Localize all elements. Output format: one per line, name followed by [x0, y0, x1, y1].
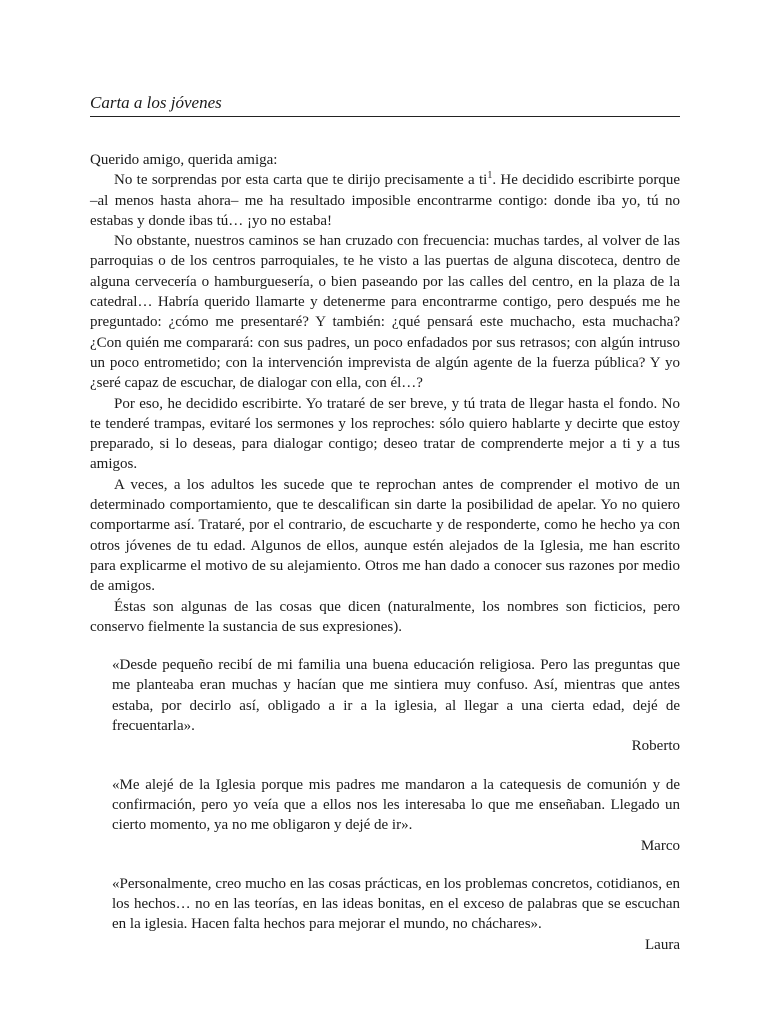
paragraph-4: A veces, a los adultos les sucede que te reprochan antes de comprender el motivo de un determinado comportamiento, que te descalifican sin darte la posibilidad de apelar. Yo no quiero comportarme así. Trataré, por el contrario, de escucharte y de responderte, como he hecho ya con otros jóvenes de tu edad. Algunos de ellos, aunque estén alejados de la Iglesia, me han escrito para explicarme el motivo de su alejamiento. Otros me han dado a conocer sus razones por medio de amigos.	[90, 476, 680, 595]
page-header	[90, 92, 680, 117]
salutation: Querido amigo, querida amiga:	[90, 152, 278, 168]
paragraph-3: Por eso, he decidido escribirte. Yo trataré de ser breve, y tú trata de llegar hasta el fondo. No te tenderé trampas, evitaré los sermones y los reproches: sólo quiero hablarte y decirte que estoy preparado, si lo deseas, para dialogar contigo; deseo tratar de comprenderte mejor a ti y a tus amigos.	[90, 395, 680, 473]
quote-block	[112, 775, 680, 856]
quote-author: Laura	[645, 936, 680, 953]
paragraph-1-text-b: . He decidido escribirte porque –al menos hasta ahora– me ha resultado imposible encontrarme contigo: donde iba yo, tú no estabas y donde ibas tú… ¡yo no estaba!	[90, 172, 680, 229]
letter-body	[90, 150, 680, 955]
paragraph-1-text-a: No te sorprendas por esta carta que te dirijo precisamente a ti	[114, 172, 488, 189]
quote-author: Marco	[640, 837, 680, 854]
quote-text: «Desde pequeño recibí de mi familia una buena educación religiosa. Pero las preguntas que me planteaba eran muchas y hacían que me sintiera muy confuso. Así, mientras que antes estaba, por decirlo así, obligado a ir a la iglesia, al llegar a una cierta edad, dejé de frecuentarla».	[112, 657, 680, 735]
quote-author: Roberto	[631, 738, 680, 755]
quote-text: «Me alejé de la Iglesia porque mis padres me mandaron a la catequesis de comunión y de confirmación, pero yo veía que a ellos nos les interesaba lo que me enseñaban. Llegado un cierto momento, ya no me obligaron y dejé de ir».	[112, 776, 680, 834]
footnote-ref[interactable]: 1	[487, 170, 493, 182]
paragraph-1	[90, 170, 680, 231]
quote-block	[112, 874, 680, 955]
paragraph-5: Éstas son algunas de las cosas que dicen (naturalmente, los nombres son ficticios, pero conservo fielmente la sustancia de sus expresiones).	[90, 598, 680, 635]
quote-text: «Personalmente, creo mucho en las cosas prácticas, en los problemas concretos, cotidianos, en los hechos… no en las teorías, en las ideas bonitas, en el exceso de palabras que se escuchan en la iglesia. Hacen falta hechos para mejorar el mundo, no cháchares».	[112, 875, 680, 933]
paragraph-2: No obstante, nuestros caminos se han cruzado con frecuencia: muchas tardes, al volver de las parroquias o de los centros parroquiales, te he visto a las puertas de alguna discoteca, dentro de alguna cervecería o hamburguesería, o bien paseando por las calles del centro, en la plaza de la catedral… Habría querido llamarte y detenerme para encontrarme contigo, pero después me he preguntado: ¿cómo me presentaré? Y también: ¿qué pensará este muchacho, esta muchacha? ¿Con quién me comparará: con sus padres, un poco enfadados por sus retrasos; con algún intruso un poco entrometido; con la intervención imprevista de algún agente de la fuerza pública? Y yo ¿seré capaz de escuchar, de dialogar con ella, con él…?	[90, 233, 680, 392]
quote-block	[112, 655, 680, 756]
page-title: Carta a los jóvenes	[90, 93, 222, 112]
